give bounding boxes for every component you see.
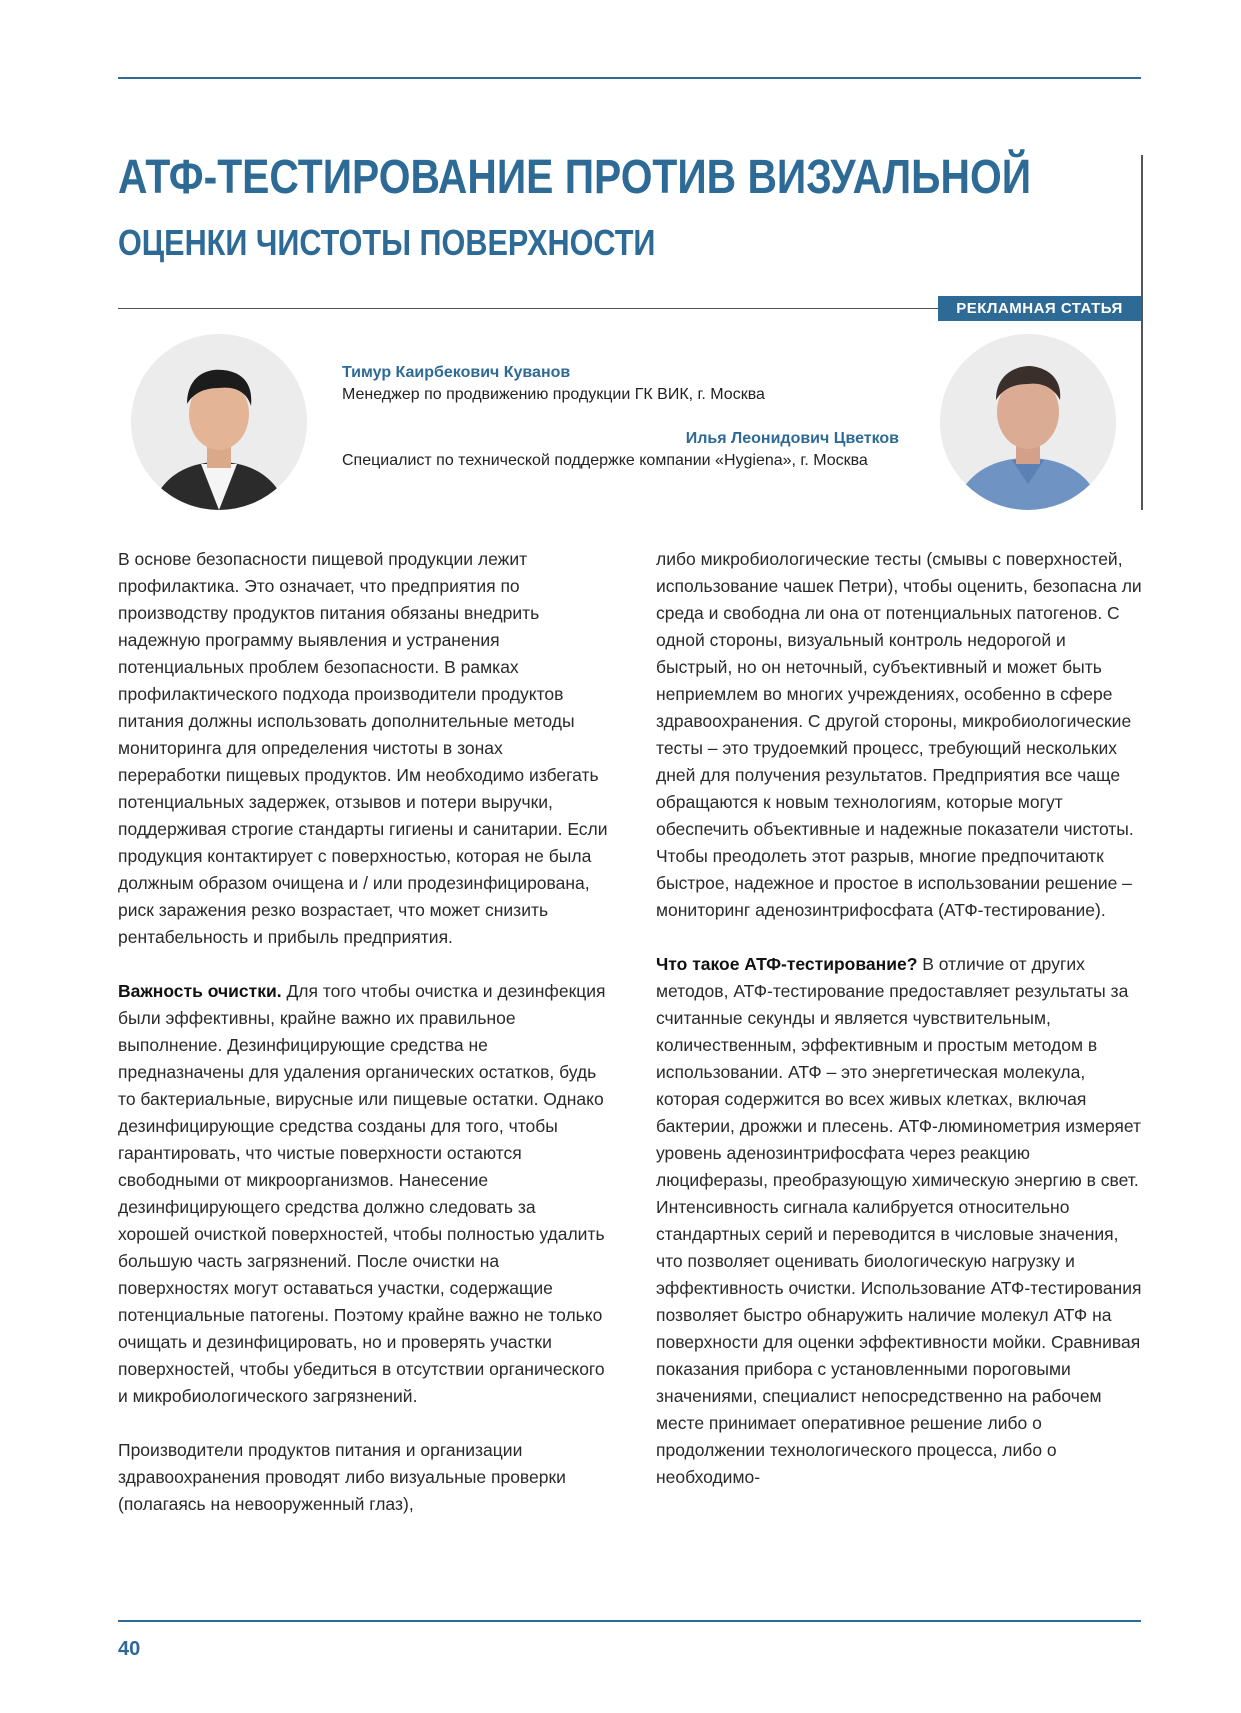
author-2-name: Илья Леонидович Цветков <box>685 430 899 447</box>
title-rule <box>118 308 938 309</box>
author-photo-2-icon <box>940 334 1116 510</box>
author-2-role: Специалист по технической поддержке компании «Hygiena», г. Москва <box>342 452 868 469</box>
col1-paragraph-2-text: Для того чтобы очистка и дезинфекция были эффективны, крайне важно их правильное выполнение. Дезинфицирующие средства не предназначены для удаления органических остатков, будь то бактериальные, вирусные или пищевые остатки. Однако дезинфицирующие средства созданы для того, чтобы гарантировать, что чистые поверхности остаются свободными от микроорганизмов. Нанесение дезинфицирующего средства должно следовать за хорошей очисткой поверхностей, чтобы полностью удалить большую часть загрязнений. После очистки на поверхностях могут оставаться участки, содержащие потенциальные патогены. Поэтому крайне важно не только очищать и дезинфицировать, но и проверять участки поверхностей, чтобы убедиться в отсутствии органического и микробиологического загрязнений. <box>118 981 606 1406</box>
col1-paragraph-1: В основе безопасности пищевой продукции лежит профилактика. Это означает, что предприятия по производству продуктов питания обязаны внедрить надежную программу выявления и устранения потенциальных проблем безопасности. В рамках профилактического подхода производители продуктов питания должны использовать дополнительные методы мониторинга для определения чистоты в зонах переработки пищевых продуктов. Им необходимо избегать потенциальных задержек, отзывов и потери выручки, поддерживая строгие стандарты гигиены и санитарии. Если продукция контактирует с поверхностью, которая не была должным образом очищена и / или продезинфицирована, риск заражения резко возрастает, что может снизить рентабельность и прибыль предприятия. <box>118 549 608 947</box>
col2-paragraph-1: либо микробиологические тесты (смывы с поверхностей, использование чашек Петри), чтобы оценить, безопасна ли среда и свободна ли она от потенциальных патогенов. С одной стороны, визуальный контроль недорогой и быстрый, но он неточный, субъективный и может быть неприемлем во многих учреждениях, особенно в сфере здравоохранения. С другой стороны, микробиологические тесты – это трудоемкий процесс, требующий нескольких дней для получения результатов. Предприятия все чаще обращаются к новым технологиям, которые могут обеспечить объективные и надежные показатели чистоты. Чтобы преодолеть этот разрыв, многие предпочитаютк быстрое, надежное и простое в использовании решение – мониторинг аденозинтрифосфата (АТФ-тестирование). <box>656 549 1142 920</box>
bottom-rule <box>118 1620 1141 1622</box>
author-1-role: Менеджер по продвижению продукции ГК ВИК, г. Москва <box>342 386 765 403</box>
article-title-line1: АТФ-ТЕСТИРОВАНИЕ ПРОТИВ ВИЗУАЛЬНОЙ <box>118 151 1032 204</box>
col2-paragraph-2-text: В отличие от других методов, АТФ-тестирование предоставляет результаты за считанные секунды и является чувствительным, количественным, эффективным и простым методом в использовании. АТФ – это энергетическая молекула, которая содержится во всех живых клетках, включая бактерии, дрожжи и плесень. АТФ-люминометрия измеряет уровень аденозинтрифосфата через реакцию люциферазы, преобразующую химическую энергию в свет. Интенсивность сигнала калибруется относительно стандартных серий и переводится в числовые значения, что позволяет оценивать биологическую нагрузку и эффективность очистки. Использование АТФ-тестирования позволяет быстро обнаружить наличие молекул АТФ на поверхности для оценки эффективности мойки. Сравнивая показания прибора с установленными пороговыми значениями, специалист непосредственно на рабочем месте принимает оперативное решение либо о продолжении технологического процесса, либо о необходимо- <box>656 954 1142 1487</box>
article-column-2 <box>656 546 1146 1518</box>
col1-paragraph-2 <box>118 978 608 1410</box>
page-number: 40 <box>118 1638 141 1660</box>
article-column-1 <box>118 546 608 1545</box>
author-1-name: Тимур Каирбекович Куванов <box>342 364 571 381</box>
col1-heading-cleaning: Важность очистки. <box>118 981 282 1001</box>
article-title-line2: ОЦЕНКИ ЧИСТОТЫ ПОВЕРХНОСТИ <box>118 222 656 263</box>
col2-heading-atp: Что такое АТФ-тестирование? <box>656 954 918 974</box>
top-rule <box>118 77 1141 79</box>
col1-paragraph-3: Производители продуктов питания и организации здравоохранения проводят либо визуальные проверки (полагаясь на невооруженный глаз), <box>118 1440 566 1514</box>
ad-tag: РЕКЛАМНАЯ СТАТЬЯ <box>938 296 1141 321</box>
header-vertical-rule <box>1141 155 1143 510</box>
col2-paragraph-2 <box>656 951 1146 1491</box>
author-photo-1-icon <box>131 334 307 510</box>
